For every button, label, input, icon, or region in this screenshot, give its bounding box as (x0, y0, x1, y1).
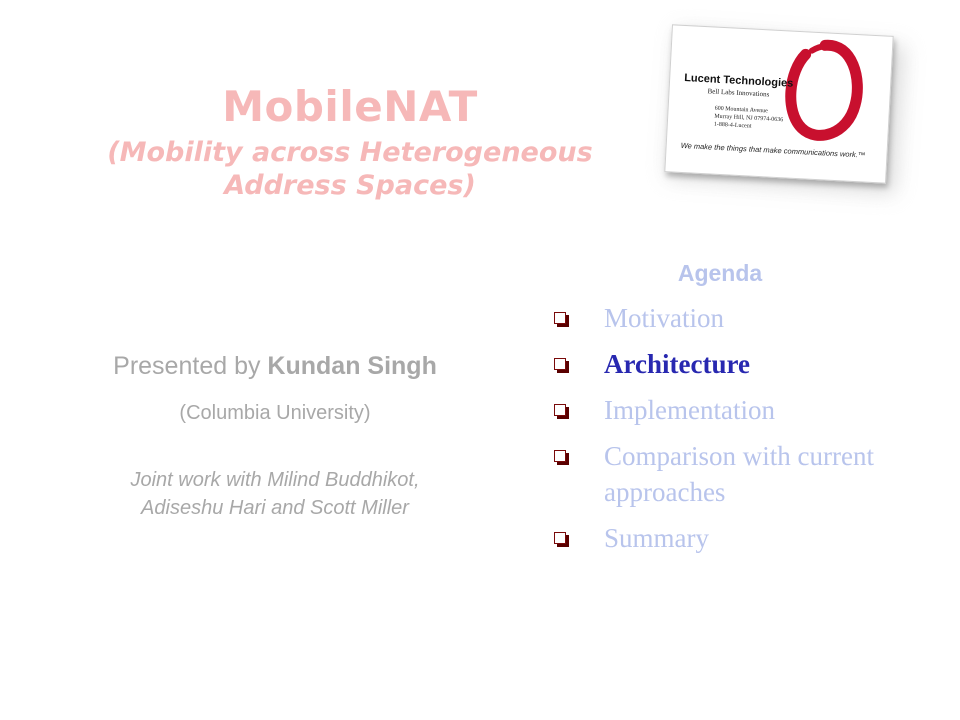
joint-work-note (60, 466, 490, 522)
agenda-item-summary (552, 520, 892, 556)
agenda-item-label: Implementation (604, 395, 775, 425)
joint-work-line: Joint work with Milind Buddhikot, (130, 469, 420, 491)
card-address-line: 1-888-4-Lucent (713, 121, 752, 130)
slide-title: MobileNAT (222, 82, 478, 131)
business-card (664, 24, 893, 183)
card-address (714, 105, 784, 133)
agenda-item-label: Architecture (604, 349, 750, 379)
square-bullet-icon (554, 404, 566, 416)
presenter-affiliation: (Columbia University) (179, 402, 371, 424)
agenda-item-label: Summary (604, 523, 709, 553)
presenter-name: Kundan Singh (267, 352, 437, 380)
square-bullet-icon (554, 312, 566, 324)
card-address-line: 600 Mountain Avenue (714, 105, 768, 115)
agenda-list (552, 300, 892, 566)
presented-by-prefix: Presented by (113, 352, 268, 380)
agenda-item-comparison (552, 438, 892, 510)
lucent-ring-logo-icon (777, 35, 869, 149)
card-address-line: Murray Hill, NJ 07974-0636 (714, 113, 784, 124)
agenda-item-label: Motivation (604, 303, 724, 333)
square-bullet-icon (554, 358, 566, 370)
presented-by-line (60, 344, 490, 388)
agenda-item-label: Comparison with current approaches (604, 441, 874, 507)
agenda-item-architecture (552, 346, 892, 382)
agenda-item-motivation (552, 300, 892, 336)
card-company: Lucent Technologies (683, 72, 794, 90)
agenda-heading: Agenda (677, 260, 763, 286)
joint-work-line: Adiseshu Hari and Scott Miller (141, 497, 409, 519)
card-tagline: We make the things that make communications work.™ (680, 140, 866, 160)
square-bullet-icon (554, 532, 566, 544)
presenter-block (60, 344, 490, 522)
title-block (60, 78, 640, 202)
square-bullet-icon (554, 450, 566, 462)
agenda-item-implementation (552, 392, 892, 428)
slide-subtitle: (Mobility across Heterogeneous Address Spaces) (107, 137, 593, 201)
card-division: Bell Labs Innovations (707, 87, 770, 99)
